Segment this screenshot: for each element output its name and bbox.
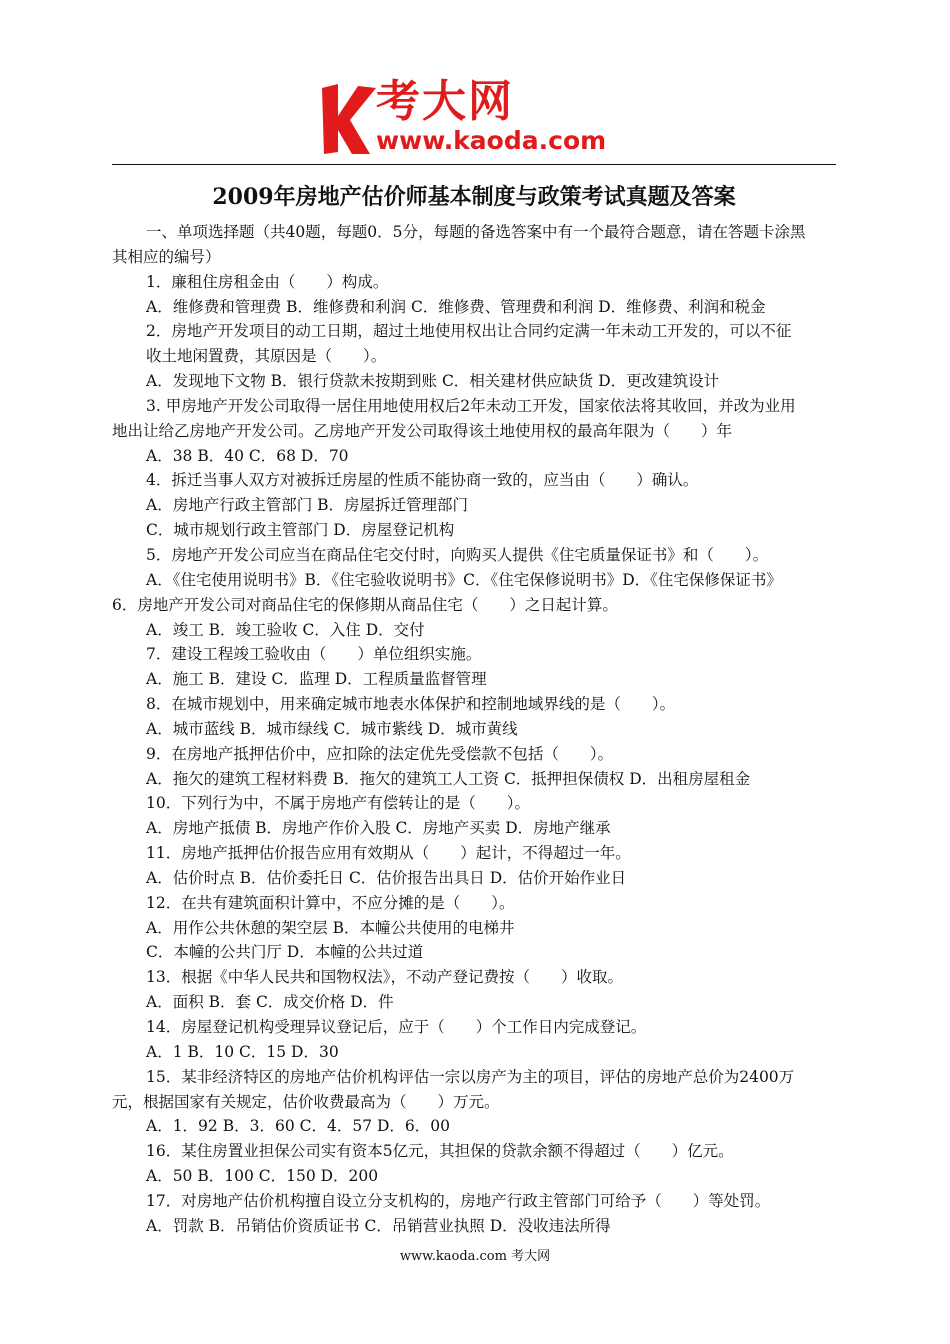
text-line: A．50 B．100 C．150 D．200 [146, 1167, 379, 1186]
text-line: A．房地产抵债 B．房地产作价入股 C．房地产买卖 D．房地产继承 [146, 819, 611, 838]
text-line: C．城市规划行政主管部门 D．房屋登记机构 [146, 521, 455, 540]
logo-cn-name: 考大网 [376, 76, 514, 127]
text-line: A．1．92 B．3．60 C．4．57 D．6．00 [146, 1117, 450, 1136]
text-line: 其相应的编号） [112, 247, 221, 266]
text-line: 1．廉租住房租金由（ ）构成。 [146, 272, 389, 291]
text-line: 17．对房地产估价机构擅自设立分支机构的，房地产行政主管部门可给予（ ）等处罚。 [146, 1191, 771, 1210]
text-line: 收土地闲置费，其原因是（ ）。 [146, 347, 387, 366]
text-line: A．房地产行政主管部门 B．房屋拆迁管理部门 [146, 496, 469, 515]
document-title: 2009年房地产估价师基本制度与政策考试真题及答案 [212, 184, 736, 210]
text-line: 4．拆迁当事人双方对被拆迁房屋的性质不能协商一致的，应当由（ ）确认。 [146, 471, 699, 490]
text-line: A．用作公共休憩的架空层 B．本幢公共使用的电梯井 [146, 918, 515, 937]
text-line: 15．某非经济特区的房地产估价机构评估一宗以房产为主的项目，评估的房地产总价为2400万 [146, 1067, 795, 1086]
text-line: 8．在城市规划中，用来确定城市地表水体保护和控制地域界线的是（ ）。 [146, 695, 676, 714]
text-line: 3. 甲房地产开发公司取得一居住用地使用权后2年未动工开发，国家依法将其收回，并改为业用 [146, 396, 796, 415]
text-line: A．发现地下文物 B．银行贷款未按期到账 C．相关建材供应缺货 D．更改建筑设计 [146, 372, 720, 391]
page-footer: www.kaoda.com 考大网 [399, 1249, 551, 1264]
text-line: 2．房地产开发项目的动工日期，超过土地使用权出让合同约定满一年未动工开发的，可以不征 [146, 322, 792, 341]
text-line: A．估价时点 B．估价委托日 C．估价报告出具日 D．估价开始作业日 [146, 868, 627, 887]
text-line: A．竣工 B．竣工验收 C．入住 D．交付 [146, 620, 425, 639]
text-line: 一、单项选择题（共40题，每题0．5分，每题的备选答案中有一个最符合题意，请在答题卡涂黑 [146, 223, 806, 241]
text-line: 11．房地产抵押估价报告应用有效期从（ ）起计，不得超过一年。 [146, 844, 631, 863]
text-line: 元，根据国家有关规定，估价收费最高为（ ）万元。 [112, 1092, 500, 1111]
text-line: 16．某住房置业担保公司实有资本5亿元，其担保的贷款余额不得超过（ ）亿元。 [146, 1142, 734, 1161]
text-line: 14．房屋登记机构受理异议登记后，应于（ ）个工作日内完成登记。 [146, 1018, 647, 1036]
document-body [112, 220, 838, 1239]
text-line: A．城市蓝线 B．城市绿线 C．城市紫线 D．城市黄线 [146, 719, 518, 738]
text-line: 6．房地产开发公司对商品住宅的保修期从商品住宅（ ）之日起计算。 [112, 595, 618, 614]
text-line: A．拖欠的建筑工程材料费 B．拖欠的建筑工人工资 C．抵押担保债权 D．出租房屋租金 [146, 769, 751, 788]
header-divider [112, 164, 836, 165]
text-line: A．施工 B．建设 C．监理 D．工程质量监督管理 [146, 670, 487, 689]
text-line: 10．下列行为中，不属于房地产有偿转让的是（ ）。 [146, 794, 530, 813]
k-logo-icon [318, 80, 378, 156]
text-line: 地出让给乙房地产开发公司。乙房地产开发公司取得该土地使用权的最高年限为（ ）年 [112, 421, 733, 440]
text-line: A．38 B．40 C．68 D．70 [146, 446, 349, 465]
text-line: 12．在共有建筑面积计算中，不应分摊的是（ ）。 [146, 893, 515, 912]
text-line: A．面积 B．套 C．成交价格 D．件 [146, 993, 394, 1012]
text-line: C．本幢的公共门厅 D．本幢的公共过道 [146, 943, 424, 962]
text-line: 13．根据《中华人民共和国物权法》，不动产登记费按（ ）收取。 [146, 968, 623, 987]
text-line: 9．在房地产抵押估价中，应扣除的法定优先受偿款不包括（ ）。 [146, 744, 614, 763]
text-line: A．维修费和管理费 B．维修费和利润 C．维修费、管理费和利润 D．维修费、利润和税金 [146, 297, 766, 316]
text-line: A．1 B．10 C．15 D．30 [146, 1042, 339, 1061]
text-line: A．《住宅使用说明书》B．《住宅验收说明书》C．《住宅保修说明书》D．《住宅保修保证书》 [146, 570, 782, 589]
logo-url: www.kaoda.com [376, 126, 607, 155]
text-line: 7．建设工程竣工验收由（ ）单位组织实施。 [146, 645, 482, 664]
text-line: A．罚款 B．吊销估价资质证书 C．吊销营业执照 D．没收违法所得 [146, 1216, 611, 1235]
site-logo [318, 76, 648, 162]
text-line: 5．房地产开发公司应当在商品住宅交付时，向购买人提供《住宅质量保证书》和（ ）。 [146, 545, 769, 564]
